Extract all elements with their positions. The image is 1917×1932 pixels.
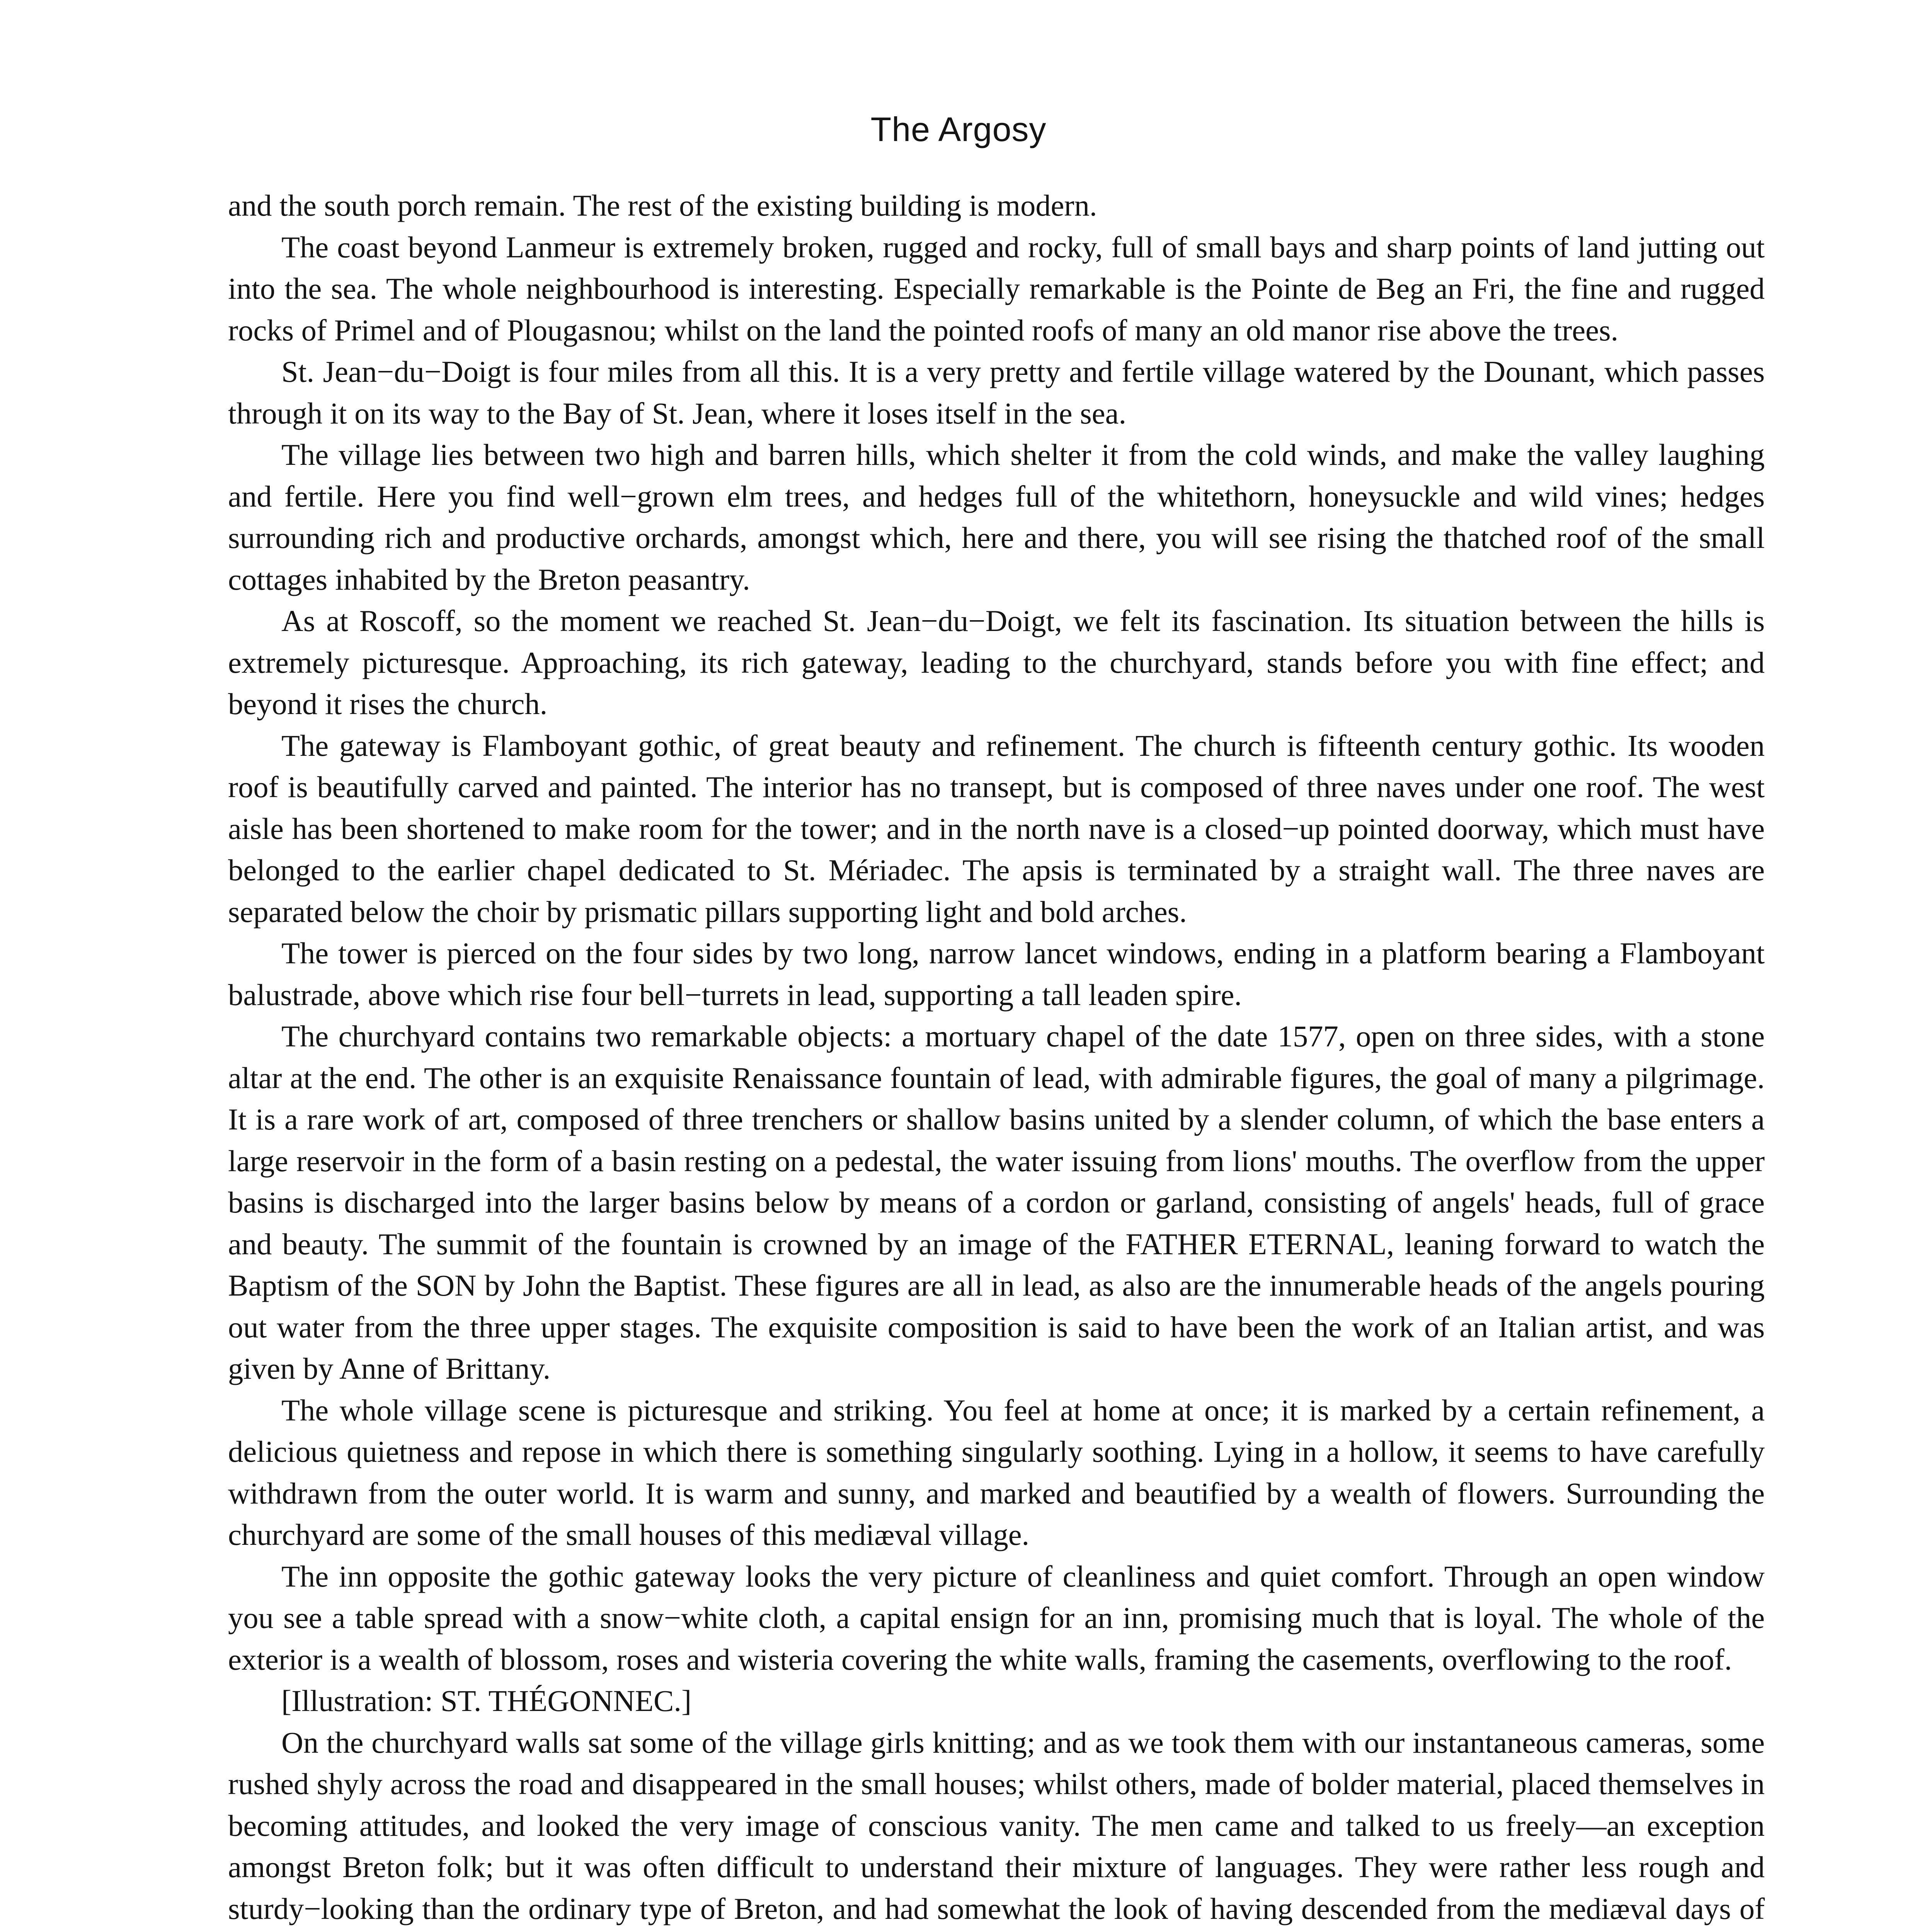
illustration-caption: [Illustration: ST. THÉGONNEC.] (281, 1684, 692, 1718)
paragraph: The churchyard contains two remarkable objects: a mortuary chapel of the date 1577, open on three sides, with a stone altar at the end. The other is an exquisite Renaissance fountain of lead, with admirable figures, the goal of many a pilgrimage. It is a rare work of art, composed of three trenchers or shallow basins united by a slender column, of which the base enters a large reservoir in the form of a basin resting on a pedestal, the water issuing from lions' mouths. The overflow from the upper basins is discharged into the larger basins below by means of a cordon or garland, consisting of angels' heads, full of grace and beauty. The summit of the fountain is crowned by an image of the FATHER ETERNAL, leaning forward to watch the Baptism of the SON by John the Baptist. These figures are all in lead, as also are the innumerable heads of the angels pouring out water from the three upper stages. The exquisite composition is said to have been the work of an Italian artist, and was given by Anne of Brittany. (228, 1019, 1765, 1385)
paragraph: The coast beyond Lanmeur is extremely broken, rugged and rocky, full of small bays and sharp points of land jutting out into the sea. The whole neighbourhood is interesting. Especially remarkable is the Pointe de Beg an Fri, the fine and rugged rocks of Primel and of Plougasnou; whilst on the land the pointed roofs of many an old manor rise above the trees. (228, 230, 1765, 347)
paragraph: St. Jean−du−Doigt is four miles from all this. It is a very pretty and fertile village watered by the Dounant, which passes through it on its way to the Bay of St. Jean, where it loses itself in the sea. (228, 355, 1765, 430)
paragraph: The whole village scene is picturesque and striking. You feel at home at once; it is marked by a certain refinement, a delicious quietness and repose in which there is something singularly soothing. Lying in a hollow, it seems to have carefully withdrawn from the outer world. It is warm and sunny, and marked and beautified by a wealth of flowers. Surrounding the churchyard are some of the small houses of this mediæval village. (228, 1393, 1765, 1551)
paragraph: On the churchyard walls sat some of the village girls knitting; and as we took them with our instantaneous cameras, some rushed shyly across the road and disappeared in the small houses; whilst others, made of bolder material, placed themselves in becoming attitudes, and looked the very image of conscious vanity. The men came and talked to us freely—an exception amongst Breton folk; but it was often difficult to understand their mixture of languages. They were rather less rough and sturdy−looking than the ordinary type of Breton, and had somewhat the look of having descended from the mediæval days of (228, 1725, 1765, 1925)
paragraph: The inn opposite the gothic gateway looks the very picture of cleanliness and quiet comfort. Through an open window you see a table spread with a snow−white cloth, a capital ensign for an inn, promising much that is loyal. The whole of the exterior is a wealth of blossom, roses and wisteria covering the white walls, framing the casements, overflowing to the roof. (228, 1559, 1765, 1676)
paragraph: and the south porch remain. The rest of the existing building is modern. (228, 189, 1097, 222)
paragraph: As at Roscoff, so the moment we reached St. Jean−du−Doigt, we felt its fascination. Its situation between the hills is extremely picturesque. Approaching, its rich gateway, leading to the churchyard, stands before you with fine effect; and beyond it rises the church. (228, 604, 1765, 721)
paragraph: The tower is pierced on the four sides by two long, narrow lancet windows, ending in a platform bearing a Flamboyant balustrade, above which rise four bell−turrets in lead, supporting a tall leaden spire. (228, 936, 1765, 1012)
paragraph: The gateway is Flamboyant gothic, of great beauty and refinement. The church is fifteenth century gothic. Its wooden roof is beautifully carved and painted. The interior has no transept, but is composed of three naves under one roof. The west aisle has been shortened to make room for the tower; and in the north nave is a closed−up pointed doorway, which must have belonged to the earlier chapel dedicated to St. Mériadec. The apsis is terminated by a straight wall. The three naves are separated below the choir by prismatic pillars supporting light and bold arches. (228, 728, 1765, 929)
paragraph: The village lies between two high and barren hills, which shelter it from the cold winds, and make the valley laughing and fertile. Here you find well−grown elm trees, and hedges full of the whitethorn, honeysuckle and wild vines; hedges surrounding rich and productive orchards, amongst which, here and there, you will see rising the thatched roof of the small cottages inhabited by the Breton peasantry. (228, 438, 1765, 596)
running-header: The Argosy (870, 110, 1047, 148)
body-text (228, 185, 1765, 1932)
